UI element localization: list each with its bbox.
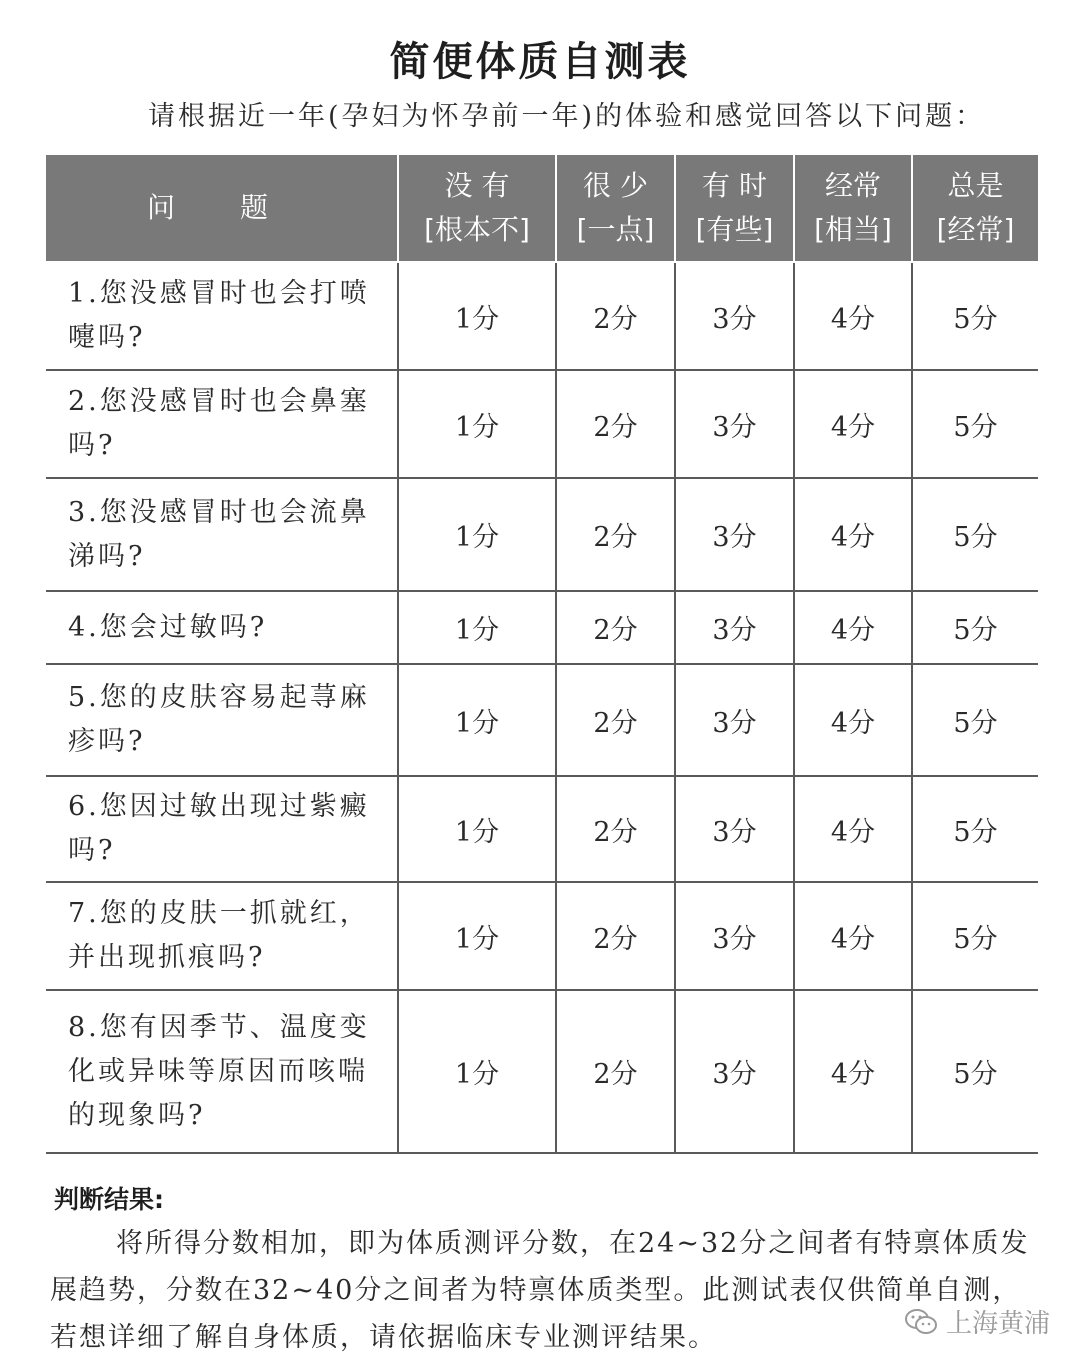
score-cell: 5分 [912, 591, 1038, 664]
wechat-icon [904, 1307, 938, 1337]
table-row [46, 882, 1038, 990]
header-question: 问 题 [46, 154, 398, 262]
table-header-row [46, 154, 1038, 262]
score-cell: 3分 [675, 262, 794, 370]
score-cell: 3分 [675, 370, 794, 478]
table-row [46, 591, 1038, 664]
score-cell: 5分 [912, 776, 1038, 882]
score-cell: 3分 [675, 776, 794, 882]
table-row [46, 990, 1038, 1153]
score-cell: 5分 [912, 990, 1038, 1153]
score-cell: 2分 [556, 262, 675, 370]
score-cell: 1分 [398, 478, 556, 591]
question-cell: 3.您没感冒时也会流鼻涕吗? [46, 478, 398, 591]
table-row [46, 478, 1038, 591]
table-row [46, 776, 1038, 882]
score-cell: 5分 [912, 478, 1038, 591]
question-cell: 4.您会过敏吗? [46, 591, 398, 664]
score-cell: 1分 [398, 882, 556, 990]
survey-table [46, 153, 1038, 1154]
table-row [46, 664, 1038, 776]
score-cell: 5分 [912, 882, 1038, 990]
page-title: 简便体质自测表 [389, 39, 691, 85]
watermark [904, 1303, 1050, 1340]
question-cell: 7.您的皮肤一抓就红，并出现抓痕吗? [46, 882, 398, 990]
score-cell: 2分 [556, 478, 675, 591]
score-cell: 4分 [794, 478, 912, 591]
table-row [46, 262, 1038, 370]
header-never: 没 有 [根本不] [398, 154, 556, 262]
score-cell: 4分 [794, 262, 912, 370]
header-often: 经常 [相当] [794, 154, 912, 262]
score-cell: 4分 [794, 664, 912, 776]
score-cell: 1分 [398, 262, 556, 370]
score-cell: 2分 [556, 591, 675, 664]
table-row [46, 370, 1038, 478]
watermark-text: 上海黄浦 [945, 1309, 1050, 1339]
header-rarely: 很 少 [一点] [556, 154, 675, 262]
score-cell: 4分 [794, 591, 912, 664]
score-cell: 1分 [398, 591, 556, 664]
score-cell: 4分 [794, 882, 912, 990]
score-cell: 2分 [556, 664, 675, 776]
score-cell: 1分 [398, 664, 556, 776]
score-cell: 3分 [675, 990, 794, 1153]
score-cell: 3分 [675, 882, 794, 990]
score-cell: 3分 [675, 478, 794, 591]
score-cell: 4分 [794, 370, 912, 478]
question-cell: 6.您因过敏出现过紫癜吗? [46, 776, 398, 882]
header-sometimes: 有 时 [有些] [675, 154, 794, 262]
result-label: 判断结果: [54, 1185, 164, 1214]
score-cell: 5分 [912, 262, 1038, 370]
score-cell: 5分 [912, 370, 1038, 478]
result-text: 将所得分数相加，即为体质测评分数，在24~32分之间者有特禀体质发展趋势，分数在32~40分之间者为特禀体质类型。此测试表仅供简单自测，若想详细了解自身体质，请依据临床专业测评结果。 [50, 1228, 1030, 1353]
score-cell: 2分 [556, 990, 675, 1153]
score-cell: 1分 [398, 990, 556, 1153]
score-cell: 2分 [556, 882, 675, 990]
question-cell: 5.您的皮肤容易起荨麻疹吗? [46, 664, 398, 776]
score-cell: 4分 [794, 776, 912, 882]
question-cell: 2.您没感冒时也会鼻塞吗? [46, 370, 398, 478]
score-cell: 1分 [398, 370, 556, 478]
score-cell: 2分 [556, 776, 675, 882]
question-cell: 8.您有因季节、温度变化或异味等原因而咳喘的现象吗? [46, 990, 398, 1153]
score-cell: 1分 [398, 776, 556, 882]
header-always: 总是 [经常] [912, 154, 1038, 262]
score-cell: 5分 [912, 664, 1038, 776]
score-cell: 2分 [556, 370, 675, 478]
score-cell: 3分 [675, 591, 794, 664]
score-cell: 4分 [794, 990, 912, 1153]
score-cell: 3分 [675, 664, 794, 776]
intro-text: 请根据近一年(孕妇为怀孕前一年)的体验和感觉回答以下问题： [148, 101, 986, 132]
question-cell: 1.您没感冒时也会打喷嚏吗? [46, 262, 398, 370]
